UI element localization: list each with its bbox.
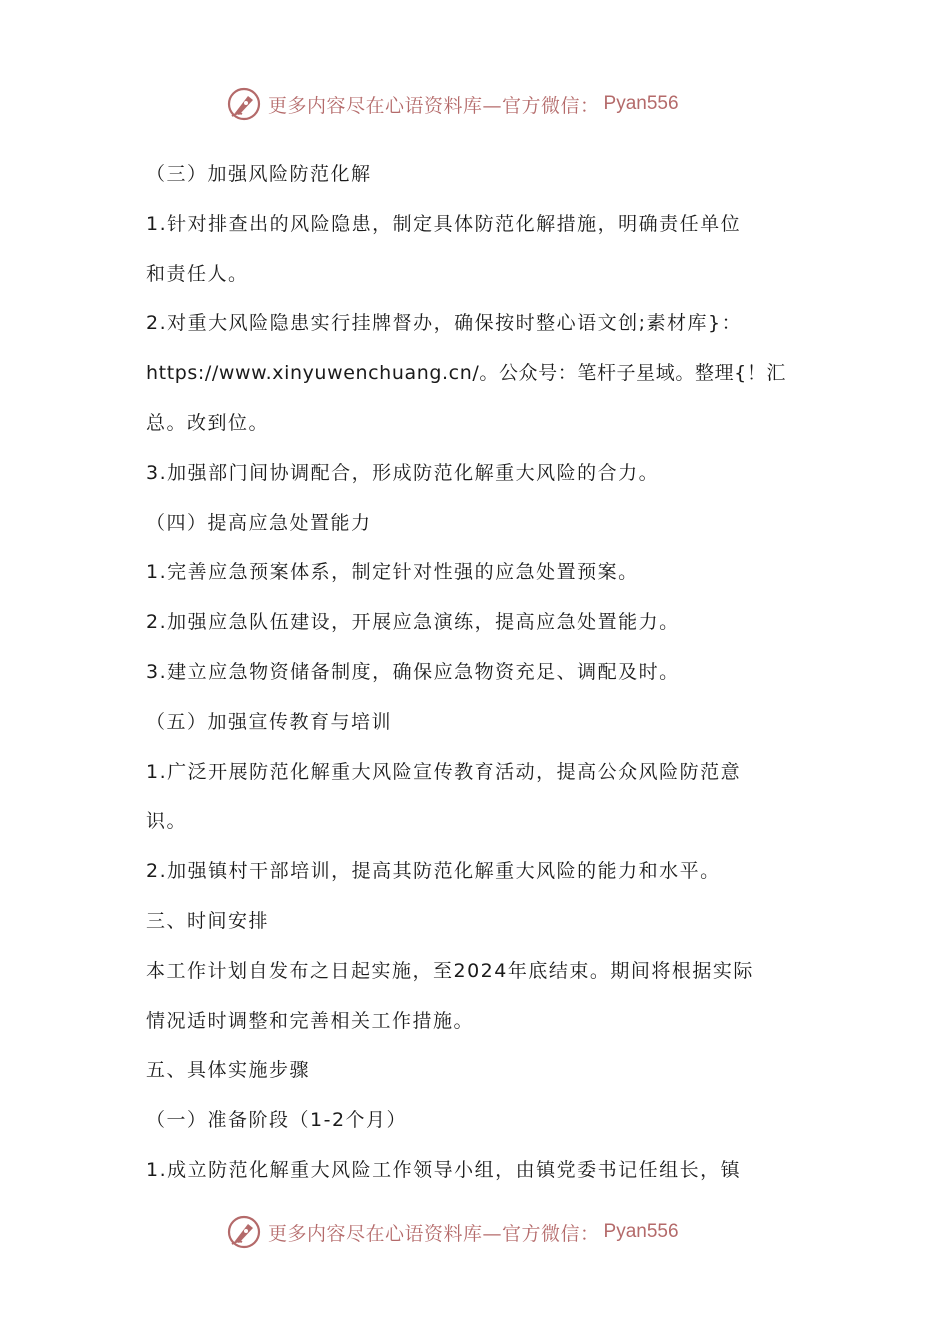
footer-watermark-banner bbox=[226, 1212, 679, 1252]
text-line: 总。改到位。 bbox=[146, 411, 270, 434]
header-banner-id: Pyan556 bbox=[603, 93, 679, 114]
text-line: 2.加强应急队伍建设，开展应急演练，提高应急处置能力。 bbox=[146, 611, 680, 634]
text-line: 1.广泛开展防范化解重大风险宣传教育活动，提高公众风险防范意 bbox=[146, 760, 742, 783]
text-line: 识。 bbox=[146, 810, 188, 833]
section-heading: （五）加强宣传教育与培训 bbox=[146, 710, 393, 733]
text-line: 和责任人。 bbox=[146, 262, 249, 285]
text-line: 2.加强镇村干部培训，提高其防范化解重大风险的能力和水平。 bbox=[146, 860, 721, 883]
text-line: （三）加强风险防范化解 bbox=[146, 163, 372, 185]
section-heading: （一）准备阶段（1-2个月） bbox=[146, 1109, 408, 1132]
text-line: 本工作计划自发布之日起实施，至2024年底结束。期间将根据实际 bbox=[146, 959, 754, 982]
header-watermark-banner bbox=[226, 84, 679, 124]
section-heading: （四）提高应急处置能力 bbox=[146, 511, 372, 534]
document-body bbox=[146, 150, 810, 1196]
pen-nib-logo-icon bbox=[226, 1214, 262, 1250]
text-line: 3.加强部门间协调配合，形成防范化解重大风险的合力。 bbox=[146, 461, 660, 484]
header-banner-text: 更多内容尽在心语资料库—官方微信： bbox=[268, 94, 600, 117]
footer-banner-text: 更多内容尽在心语资料库—官方微信： bbox=[268, 1222, 600, 1245]
text-line: 1.完善应急预案体系，制定针对性强的应急处置预案。 bbox=[146, 561, 639, 584]
text-line: 3.建立应急物资储备制度，确保应急物资充足、调配及时。 bbox=[146, 660, 680, 683]
text-line: 2.对重大风险隐患实行挂牌督办，确保按时整心语文创;素材库}： bbox=[146, 312, 743, 335]
footer-banner-id: Pyan556 bbox=[603, 1221, 679, 1242]
section-heading: 三、时间安排 bbox=[146, 909, 270, 932]
text-line: 情况适时调整和完善相关工作措施。 bbox=[146, 1009, 475, 1032]
section-heading: 五、具体实施步骤 bbox=[146, 1059, 311, 1082]
pen-nib-logo-icon bbox=[226, 86, 262, 122]
text-line: 1.成立防范化解重大风险工作领导小组，由镇党委书记任组长，镇 bbox=[146, 1158, 742, 1181]
text-line: 1.针对排查出的风险隐患，制定具体防范化解措施，明确责任单位 bbox=[146, 212, 742, 235]
text-line-url: https://www.xinyuwenchuang.cn/。公众号：笔杆子星域。整理{！汇 bbox=[146, 362, 787, 385]
